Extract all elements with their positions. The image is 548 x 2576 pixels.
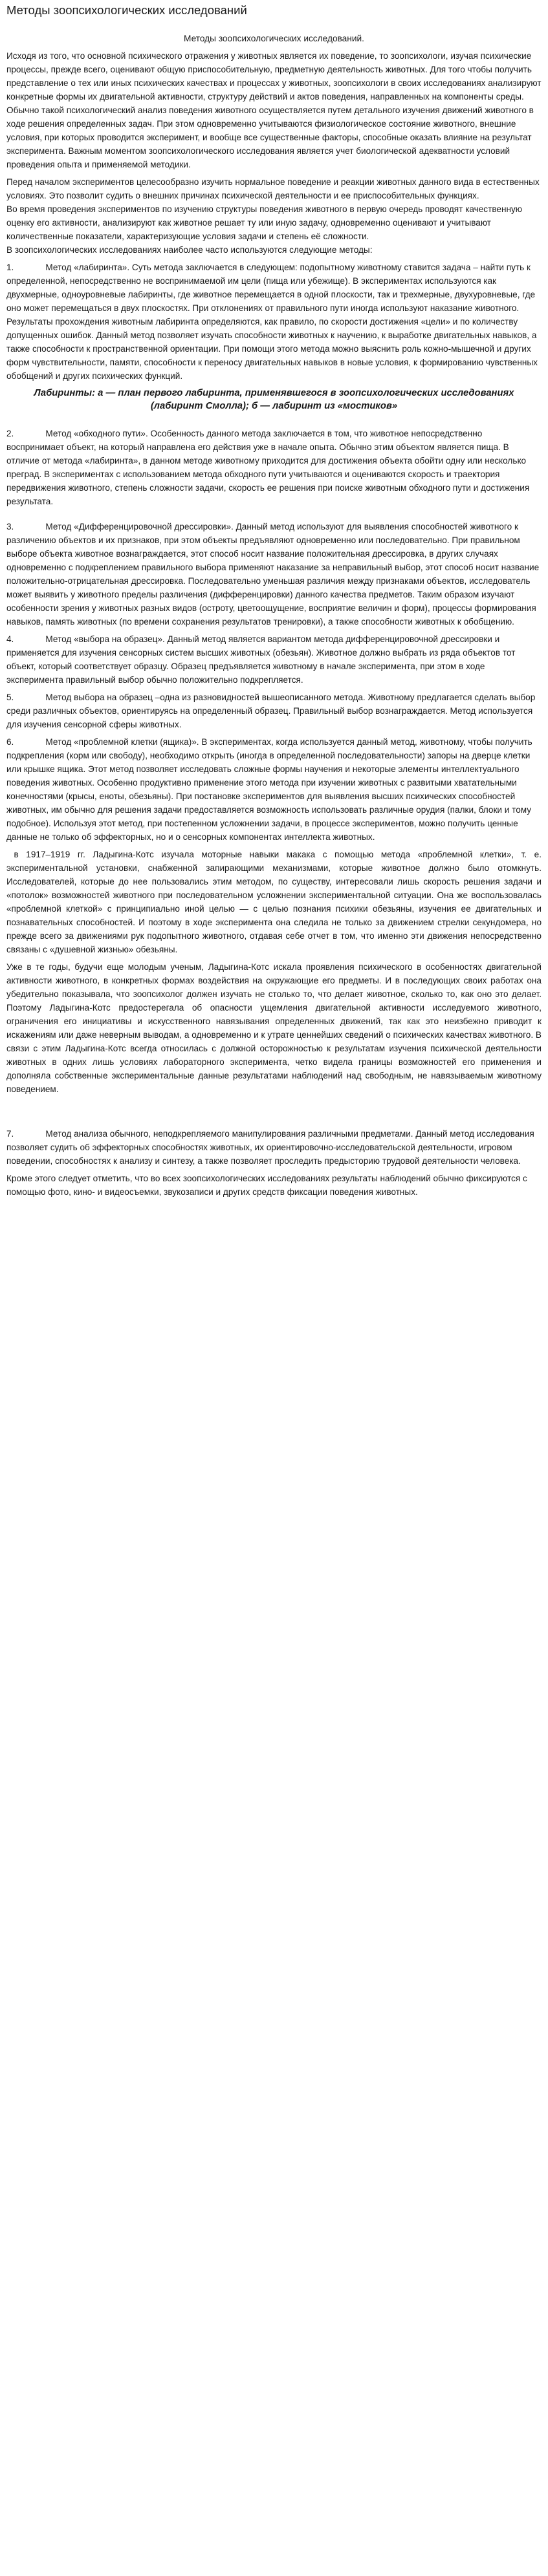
- intro-paragraph-5: В зоопсихологических исследованиях наиболее часто используются следующие методы:: [6, 245, 373, 255]
- ladygina-paragraph-1: в 1917–1919 гг. Ладыгина-Котс изучала моторные навыки макака с помощью метода «проблемной клетки», т. е. экспериментальной установки, снабженной запирающими механизмами, которые животное должно было отомкнуть. Исследователей, которые до нее пользовались этим методом, по существу, интересовали лишь скорость решения задачи и «потолок» возможностей животного при последовательном усложнении экспериментальной ситуации. Она же воспользовалась «проблемной клеткой» с принципиально иной целью — с целью познания психики обезьяны, изучения ее двигательных и познавательных способностей. И поэтому в ходе эксперимента она следила не только за движением стрелки секундомера, но прежде всего за движениями рук подопытного животного, отдавая себе отчет в том, что именно эти движения непосредственно связаны с «душевной жизнью» обезьяны.: [6, 850, 542, 954]
- spacer: [6, 1100, 542, 1127]
- figure-caption: Лабиринты: а — план первого лабиринта, применявшегося в зоопсихологических исследованиях (лабиринт Смолла); б — лабиринт из «мостиков»: [34, 388, 514, 411]
- article-subtitle: Методы зоопсихологических исследований.: [184, 34, 364, 43]
- method-3-differentiation: 3. Метод «Дифференцировочной дрессировки». Данный метод используют для выявления способностей животного к различению объектов и их признаков, при этом объекты предъявляют одновременно или последовательно. При правильном выборе объекта животное вознаграждается, этот способ носит название положительная дрессировка, в других случаях одновременно с подкреплением правильного выбора применяют наказание за неправильный выбор, этот способ носит название положительно-отрицательная дрессировка. Последовательно уменьшая различия между признаками объектов, исследователь может выявить у животного пределы различения (дифференцировки) данного качества предметов. Таким образом изучают особенности зрения у животных разных видов (остроту, цветоощущение, восприятие величин и форм), процессы формирования навыков, память животных (по времени сохранения результатов тренировки), а также способности животных к обобщению.: [6, 522, 540, 627]
- closing-paragraph: Кроме этого следует отметить, что во всех зоопсихологических исследованиях результаты наблюдений обычно фиксируются с помощью фото, кино- и видеосъемки, звукозаписи и других средств фиксации поведения животных.: [6, 1174, 527, 1197]
- page-title: Методы зоопсихологических исследований: [6, 3, 247, 17]
- method-1-labyrinth: 1. Метод «лабиринта». Суть метода заключается в следующем: подопытному животному ставится задача – найти путь к определенной, непосредственно не воспринимаемой им цели (пища или убежище). В экспериментах используются как двухмерные, одноуровневые лабиринты, где животное перемещается в одной плоскости, так и трехмерные, двухуровневые, где оно может перемещаться в двух плоскостях. При отклонениях от правильного пути иногда используют наказание животного. Результаты прохождения животным лабиринта определяются, как правило, по скорости достижения «цели» и по количеству допущенных ошибок. Данный метод позволяет изучать способности животных к научению, к выработке двигательных навыков, а также способности к пространственной ориентации. При помощи этого метода можно выяснить роль кожно-мышечной и других форм чувствительности, памяти, способности к переносу двигательных навыков в новые условия, к формированию чувственных обобщений и других психических функций.: [6, 263, 538, 381]
- method-2-detour: 2. Метод «обходного пути». Особенность данного метода заключается в том, что животное непосредственно воспринимает объект, на который направлена его действия уже в начале опыта. Обычно этим объектом является пища. В отличие от метода «лабиринта», в данном методе животному приходится для достижения объекта обойти одну или несколько преград. В экспериментах с использованием метода обходного пути учитываются и оцениваются скорость и траектория передвижения животного, степень сложности задачи, скорость ее решения при поиске животным обходного пути и достижения результата.: [6, 429, 530, 506]
- intro-paragraph-2: Обычно такой психологический анализ поведения животного осуществляется путем детального изучения движений животного в ходе решения определенных задач. При этом одновременно учитываются физиологическое состояние животного, внешние условия, при которых проводится эксперимент, и вообще все существенные факторы, способные оказать влияние на результат эксперимента. Важным моментом зоопсихологического исследования является учет биологической адекватности условий проведения опыта и применяемой методики.: [6, 105, 534, 169]
- method-4-sample-choice: 4. Метод «выбора на образец». Данный метод является вариантом метода дифференцировочной дрессировки и применяется для изучения сенсорных систем высших животных (обезьян). Животное должно выбрать из ряда объектов тот объект, который соответствует образцу. Образец предъявляется животному в начале эксперимента, при этом в ходе эксперимента правильный выбор обычно положительно подкрепляется.: [6, 634, 516, 685]
- method-6-problem-box: 6. Метод «проблемной клетки (ящика)». В экспериментах, когда используется данный метод, животному, чтобы получить подкрепления (корм или свободу), необходимо открыть (иногда в определенной последовательности) запоры на дверце клетки или крышке ящика. Этот метод позволяет исследовать сложные формы научения и некоторые элементы интеллектуального поведения животных. Особенно продуктивно применение этого метода при изучении животных с развитыми хватательными конечностями (крысы, еноты, обезьяны). При постановке экспериментов для выявления высших психических способностей животных, им обычно для решения задачи предоставляется возможность использовать различные орудия (палки, блоки и тому подобное). Используя этот метод, при постепенном усложнении задачи, в процессе экспериментов, можно получить ценные данные не только об эффекторных, но и о сенсорных компонентах интеллекта животных.: [6, 737, 532, 842]
- intro-paragraph-3: Перед началом экспериментов целесообразно изучить нормальное поведение и реакции животных данного вида в естественных условиях. Это позволит судить о внешних причинах психической деятельности и ее приспособительных функциях.: [6, 177, 540, 200]
- intro-paragraph-1: Исходя из того, что основной психического отражения у животных является их поведение, то зоопсихологи, изучая психические процессы, прежде всего, оценивают общую приспособительную, предметную деятельность животных. Для того чтобы получить представление о тех или иных психических качествах и процессах у животных, зоопсихологи в своих исследованиях анализируют конкретные формы их двигательной активности, структуру действий и актов поведения, направленных на компоненты среды.: [6, 51, 542, 102]
- intro-paragraph-4: Во время проведения экспериментов по изучению структуры поведения животного в первую очередь проводят качественную оценку его активности, анализируют как животное решает ту или иную задачу, одновременно оценивают и учитывают количественные показатели, характеризующие условия задачи и степень её сложности.: [6, 204, 522, 241]
- method-5-sample-choice-variant: 5. Метод выбора на образец –одна из разновидностей вышеописанного метода. Животному предлагается сделать выбор среди различных объектов, ориентируясь на определенный образец. Правильный выбор вознаграждается. Метод используется для изучения сенсорной сферы животных.: [6, 692, 536, 729]
- method-7-manipulation: 7. Метод анализа обычного, неподкрепляемого манипулирования различными предметами. Данный метод исследования позволяет судить об эффекторных способностях животных, их ориентировочно-исследовательской деятельности, игровом поведении, способностях к анализу и синтезу, а также позволяет проследить предысторию трудовой деятельности человека.: [6, 1129, 534, 1166]
- ladygina-paragraph-2: Уже в те годы, будучи еще молодым ученым, Ладыгина-Котс искала проявления психического в особенностях двигательной активности животного, в конкретных формах воздействия на окружающие его предметы. И в последующих своих работах она убедительно показывала, что зоопсихолог должен изучать не столько то, что делает животное, сколько то, как оно это делает. Поэтому Ладыгина-Котс предостерегала об опасности ущемления двигательной активности исследуемого животного, ограничения его инициативы и искусственного навязывания определенных движений, так как это неизбежно приводит к искажениям или даже неверным выводам, а одновременно и к утрате ценнейших сведений о психических качествах животного. В связи с этим Ладыгина-Котс всегда относилась с должной осторожностью к результатам изучения психической деятельности животных в одних лишь условиях лабораторного эксперимента, четко видела границы возможностей его применения и дополняла собственные экспериментальные данные результатами наблюдений над свободным, не навязываемым животному поведением.: [6, 962, 542, 1094]
- article: [0, 0, 548, 1199]
